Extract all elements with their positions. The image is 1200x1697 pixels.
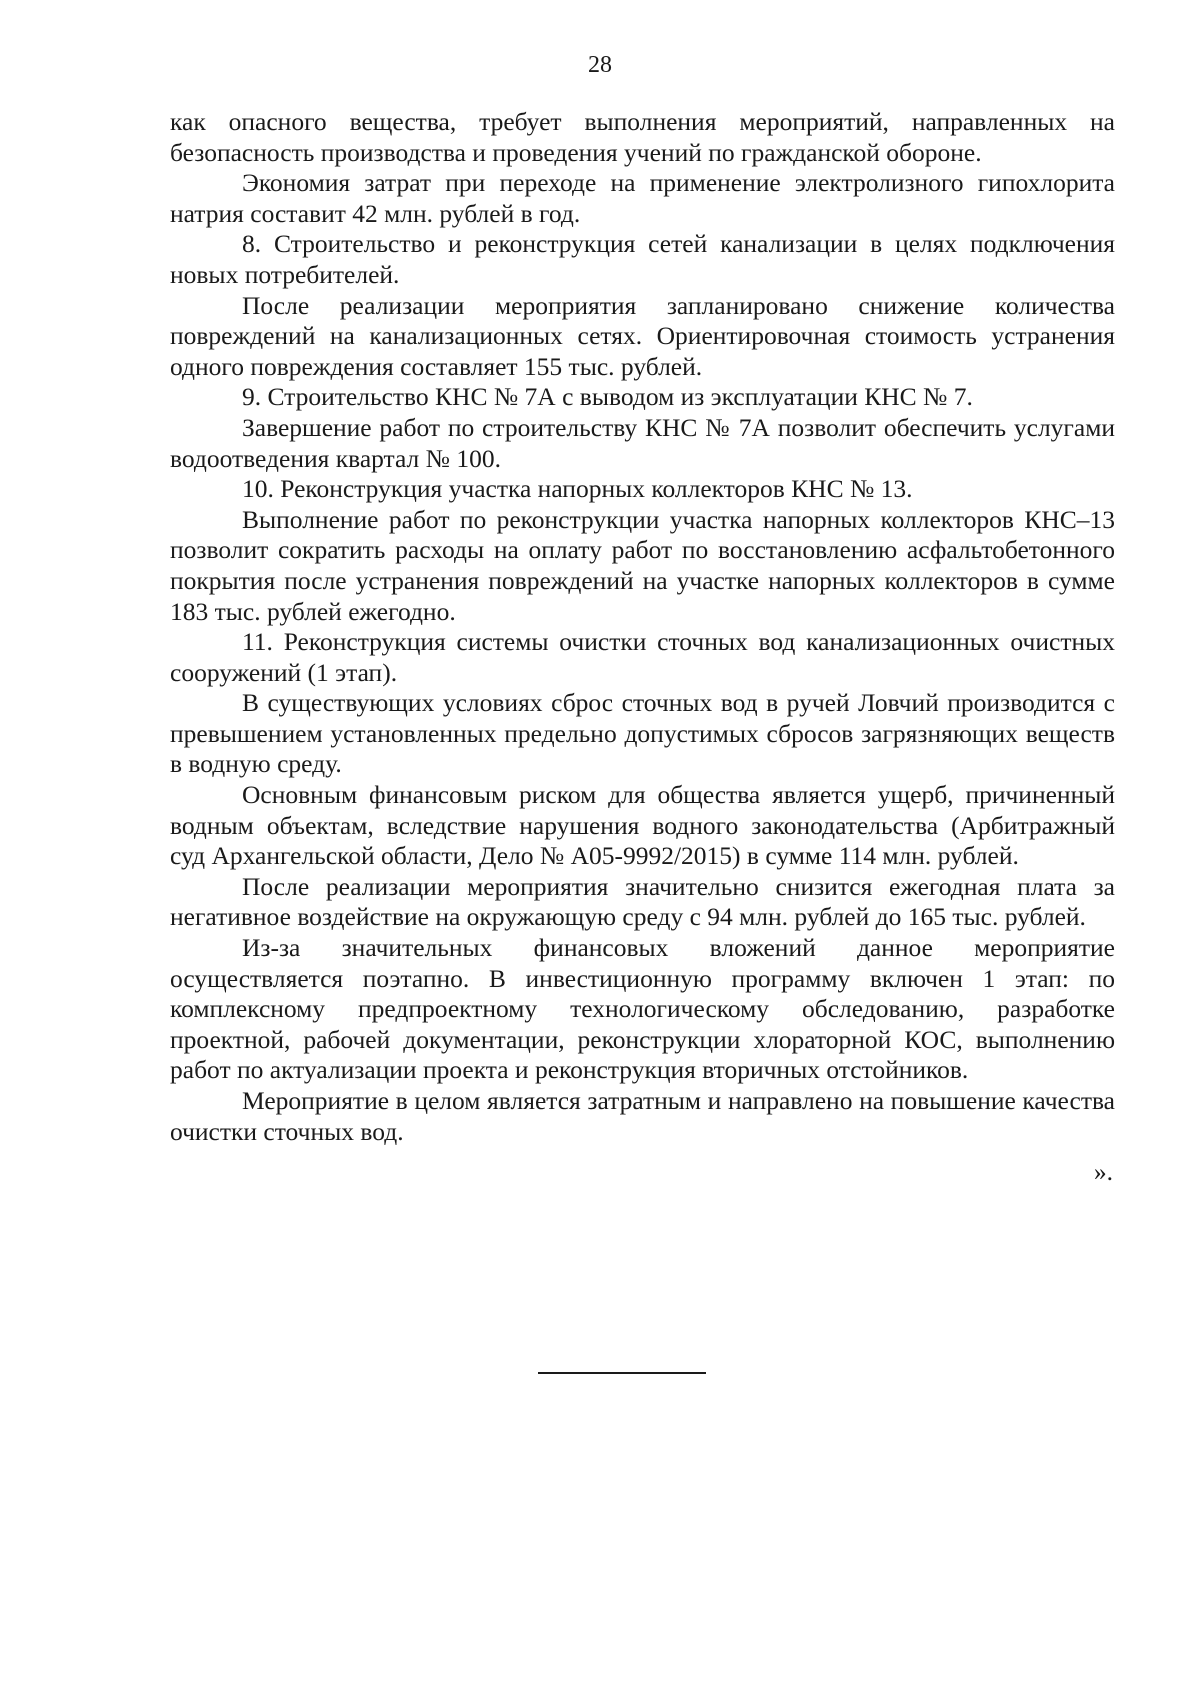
closing-quote: ». [1093, 1157, 1113, 1187]
paragraph-conclusion: Мероприятие в целом является затратным и направлено на повышение качества очистки сточных вод. [170, 1086, 1115, 1146]
item-10-heading: 10. Реконструкция участка напорных коллекторов КНС № 13. [242, 474, 913, 504]
paragraph-kns-13: Выполнение работ по реконструкции участка напорных коллекторов КНС–13 позволит сократить расходы на оплату работ по восстановлению асфальтобетонного покрытия после устранения повреждений на участке напорных коллекторов в сумме 183 тыс. рублей ежегодно. [170, 504, 1115, 626]
paragraph-continuation: как опасного вещества, требует выполнения мероприятий, направленных на безопасность производства и проведения учений по гражданской обороне. [170, 107, 1115, 167]
paragraph-fee-reduction: После реализации мероприятия значительно снизится ежегодная плата за негативное воздействие на окружающую среду с 94 млн. рублей до 165 тыс. рублей. [170, 871, 1115, 932]
paragraph-hypochlorite-savings: Экономия затрат при переходе на применение электролизного гипохлорита натрия составит 42 млн. рублей в год. [170, 168, 1115, 228]
paragraph-discharge: В существующих условиях сброс сточных вод в ручей Ловчий производится с превышением установленных предельно допустимых сбросов загрязняющих веществ в водную среду. [170, 688, 1115, 779]
item-11-heading: 11. Реконструкция системы очистки сточных вод канализационных очистных сооружений (1 этап). [170, 627, 1115, 687]
item-9-heading: 9. Строительство КНС № 7А с выводом из эксплуатации КНС № 7. [242, 382, 973, 412]
page-number: 28 [588, 52, 612, 78]
document-body [170, 107, 1115, 1188]
end-rule [538, 1372, 706, 1374]
paragraph-kns-7a: Завершение работ по строительству КНС № 7А позволит обеспечить услугами водоотведения квартал № 100. [170, 412, 1115, 473]
paragraph-sewer-damage: После реализации мероприятия запланировано снижение количества повреждений на канализационных сетях. Ориентировочная стоимость устранения одного повреждения составляет 155 тыс. рублей. [170, 290, 1115, 381]
paragraph-financial-risk: Основным финансовым риском для общества является ущерб, причиненный водным объектам, вследствие нарушения водного законодательства (Арбитражный суд Архангельской области, Дело № А05-9992/2015) в сумме 114 млн. рублей. [170, 780, 1115, 871]
item-8-heading: 8. Строительство и реконструкция сетей канализации в целях подключения новых потребителей. [170, 229, 1115, 289]
paragraph-stages: Из-за значительных финансовых вложений данное мероприятие осуществляется поэтапно. В инвестиционную программу включен 1 этап: по комплексному предпроектному технологическому обследованию, разработке проектной, рабочей документации, реконструкции хлораторной КОС, выполнению работ по актуализации проекта и реконструкция вторичных отстойников. [170, 933, 1115, 1085]
